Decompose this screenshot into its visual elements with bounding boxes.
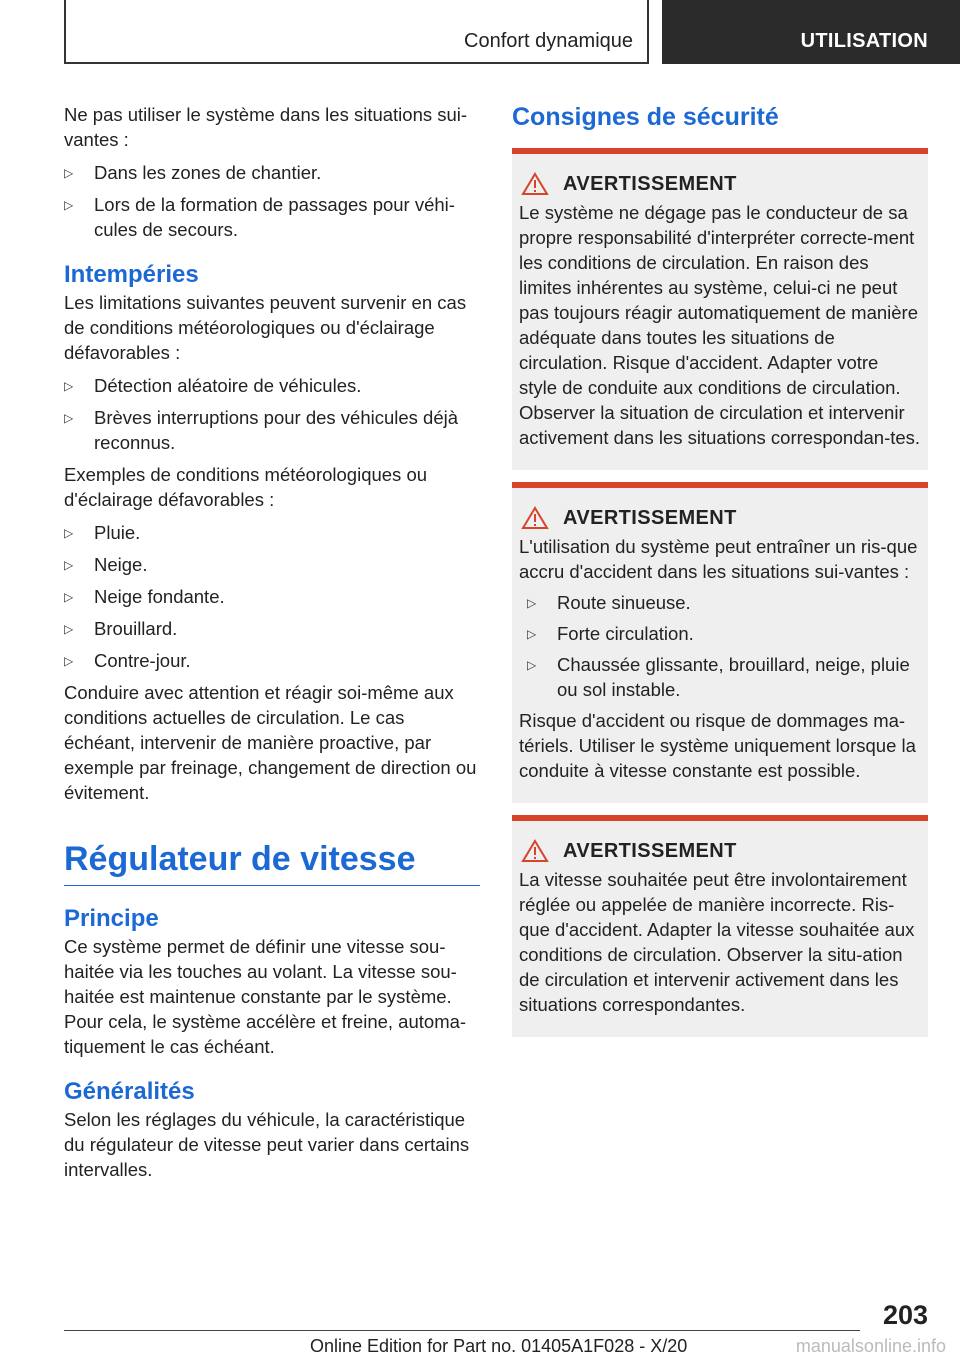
list-item: ▷ Brouillard. (64, 616, 480, 641)
list-item: ▷ Contre-jour. (64, 648, 480, 673)
triangle-bullet-icon: ▷ (527, 658, 537, 672)
list-item: ▷ Brèves interruptions pour des véhicules déjà reconnus. (64, 407, 459, 453)
warning-title (519, 506, 921, 530)
list-item: ▷ Détection aléatoire de véhicules. (64, 373, 480, 398)
list-item: ▷ Dans les zones de chantier. (64, 160, 480, 185)
list-item: ▷ Neige. (64, 552, 480, 577)
drive-text: Conduire avec attention et réagir soi-même aux conditions actuelles de circulation. Le cas échéant, intervenir de manière proactive, par exemple par freinage, changement de direction ou évitement. (64, 682, 477, 803)
list-item: ▷ Forte circulation. (527, 621, 921, 646)
triangle-bullet-icon: ▷ (64, 590, 74, 604)
triangle-bullet-icon: ▷ (64, 558, 74, 572)
list-item: ▷ Pluie. (64, 520, 480, 545)
triangle-bullet-icon: ▷ (527, 596, 537, 610)
header-chapter-tab (662, 0, 960, 64)
left-column (64, 100, 480, 1182)
triangle-bullet-icon: ▷ (527, 627, 537, 641)
weather-text: Les limitations suivantes peuvent survenir en cas de conditions météorologiques ou d'éclairage défavorables : (64, 292, 467, 363)
warning-text: La vitesse souhaitée peut être involontairement réglée ou appelée de manière incorrecte. Ris-que d'accident. Adapter la vitesse souhaitée aux conditions de circulation. Observer la situ-ation de circulation et intervenir activement dans les situations correspondantes. (519, 869, 915, 1015)
intro-text: Ne pas utiliser le système dans les situations sui-vantes : (64, 104, 468, 150)
warning-label: AVERTISSEMENT (563, 506, 737, 529)
warning-text-after: Risque d'accident ou risque de dommages ma-tériels. Utiliser le système uniquement lorsque la conduite à vitesse constante est possible. (519, 710, 916, 781)
warning-list (527, 590, 921, 702)
warning-text: L'utilisation du système peut entraîner un ris-que accru d'accident dans les situations sui-vantes : (519, 536, 918, 582)
right-column (512, 100, 928, 1037)
warning-text: Le système ne dégage pas le conducteur de sa propre responsabilité d'interpréter correcte-ment les conditions de circulation. En raison des limites inhérentes au système, celui-ci ne peut pas toujours réagir automatiquement de manière adéquate dans toutes les situations de circulation. Risque d'accident. Adapter votre style de conduite aux conditions de circulation. Observer la situation de circulation et intervenir activement dans les situations correspondan-tes. (519, 202, 921, 448)
triangle-bullet-icon: ▷ (64, 411, 74, 425)
triangle-bullet-icon: ▷ (64, 198, 74, 212)
warning-label: AVERTISSEMENT (563, 839, 737, 862)
header-section-title: Confort dynamique (464, 30, 633, 52)
list-item: ▷ Lors de la formation de passages pour véhi-cules de secours. (64, 194, 455, 240)
warning-box (512, 815, 928, 1037)
footer-divider (64, 1330, 860, 1331)
intro-list (64, 160, 480, 242)
safety-title: Consignes de sécurité (512, 103, 779, 131)
triangle-bullet-icon: ▷ (64, 654, 74, 668)
header-chapter-title: UTILISATION (800, 30, 928, 52)
section-title: Régulateur de vitesse (64, 840, 416, 878)
list-item: ▷ Route sinueuse. (527, 590, 921, 615)
general-heading: Généralités (64, 1078, 195, 1105)
warning-title (519, 839, 921, 863)
principle-text: Ce système permet de définir une vitesse sou-haitée via les touches au volant. La vitesse sou-haitée est maintenue constante par le système. Pour cela, le système accélère et freine, automa-tiquement le cas échéant. (64, 936, 467, 1057)
weather-list (64, 373, 480, 455)
triangle-bullet-icon: ▷ (64, 526, 74, 540)
warning-box (512, 482, 928, 803)
watermark-text: manualsonline.info (795, 1336, 946, 1356)
warning-triangle-icon (521, 839, 549, 863)
footer-edition: Online Edition for Part no. 01405A1F028 - X/20 (310, 1336, 688, 1356)
page-number: 203 (882, 1300, 928, 1330)
list-item: ▷ Chaussée glissante, brouillard, neige, pluie ou sol instable. (527, 654, 910, 700)
examples-text: Exemples de conditions météorologiques ou d'éclairage défavorables : (64, 464, 428, 510)
list-item: ▷ Neige fondante. (64, 584, 480, 609)
principle-heading: Principe (64, 905, 159, 932)
triangle-bullet-icon: ▷ (64, 166, 74, 180)
warning-triangle-icon (521, 506, 549, 530)
general-text: Selon les réglages du véhicule, la caractéristique du régulateur de vitesse peut varier dans certains intervalles. (64, 1109, 470, 1180)
warning-triangle-icon (521, 172, 549, 196)
warning-box (512, 148, 928, 470)
examples-list (64, 520, 480, 673)
warning-title (519, 172, 921, 196)
triangle-bullet-icon: ▷ (64, 622, 74, 636)
warning-label: AVERTISSEMENT (563, 172, 737, 195)
triangle-bullet-icon: ▷ (64, 379, 74, 393)
section-title-wrap (64, 839, 480, 886)
weather-heading: Intempéries (64, 261, 199, 288)
header-section-box (64, 0, 649, 64)
